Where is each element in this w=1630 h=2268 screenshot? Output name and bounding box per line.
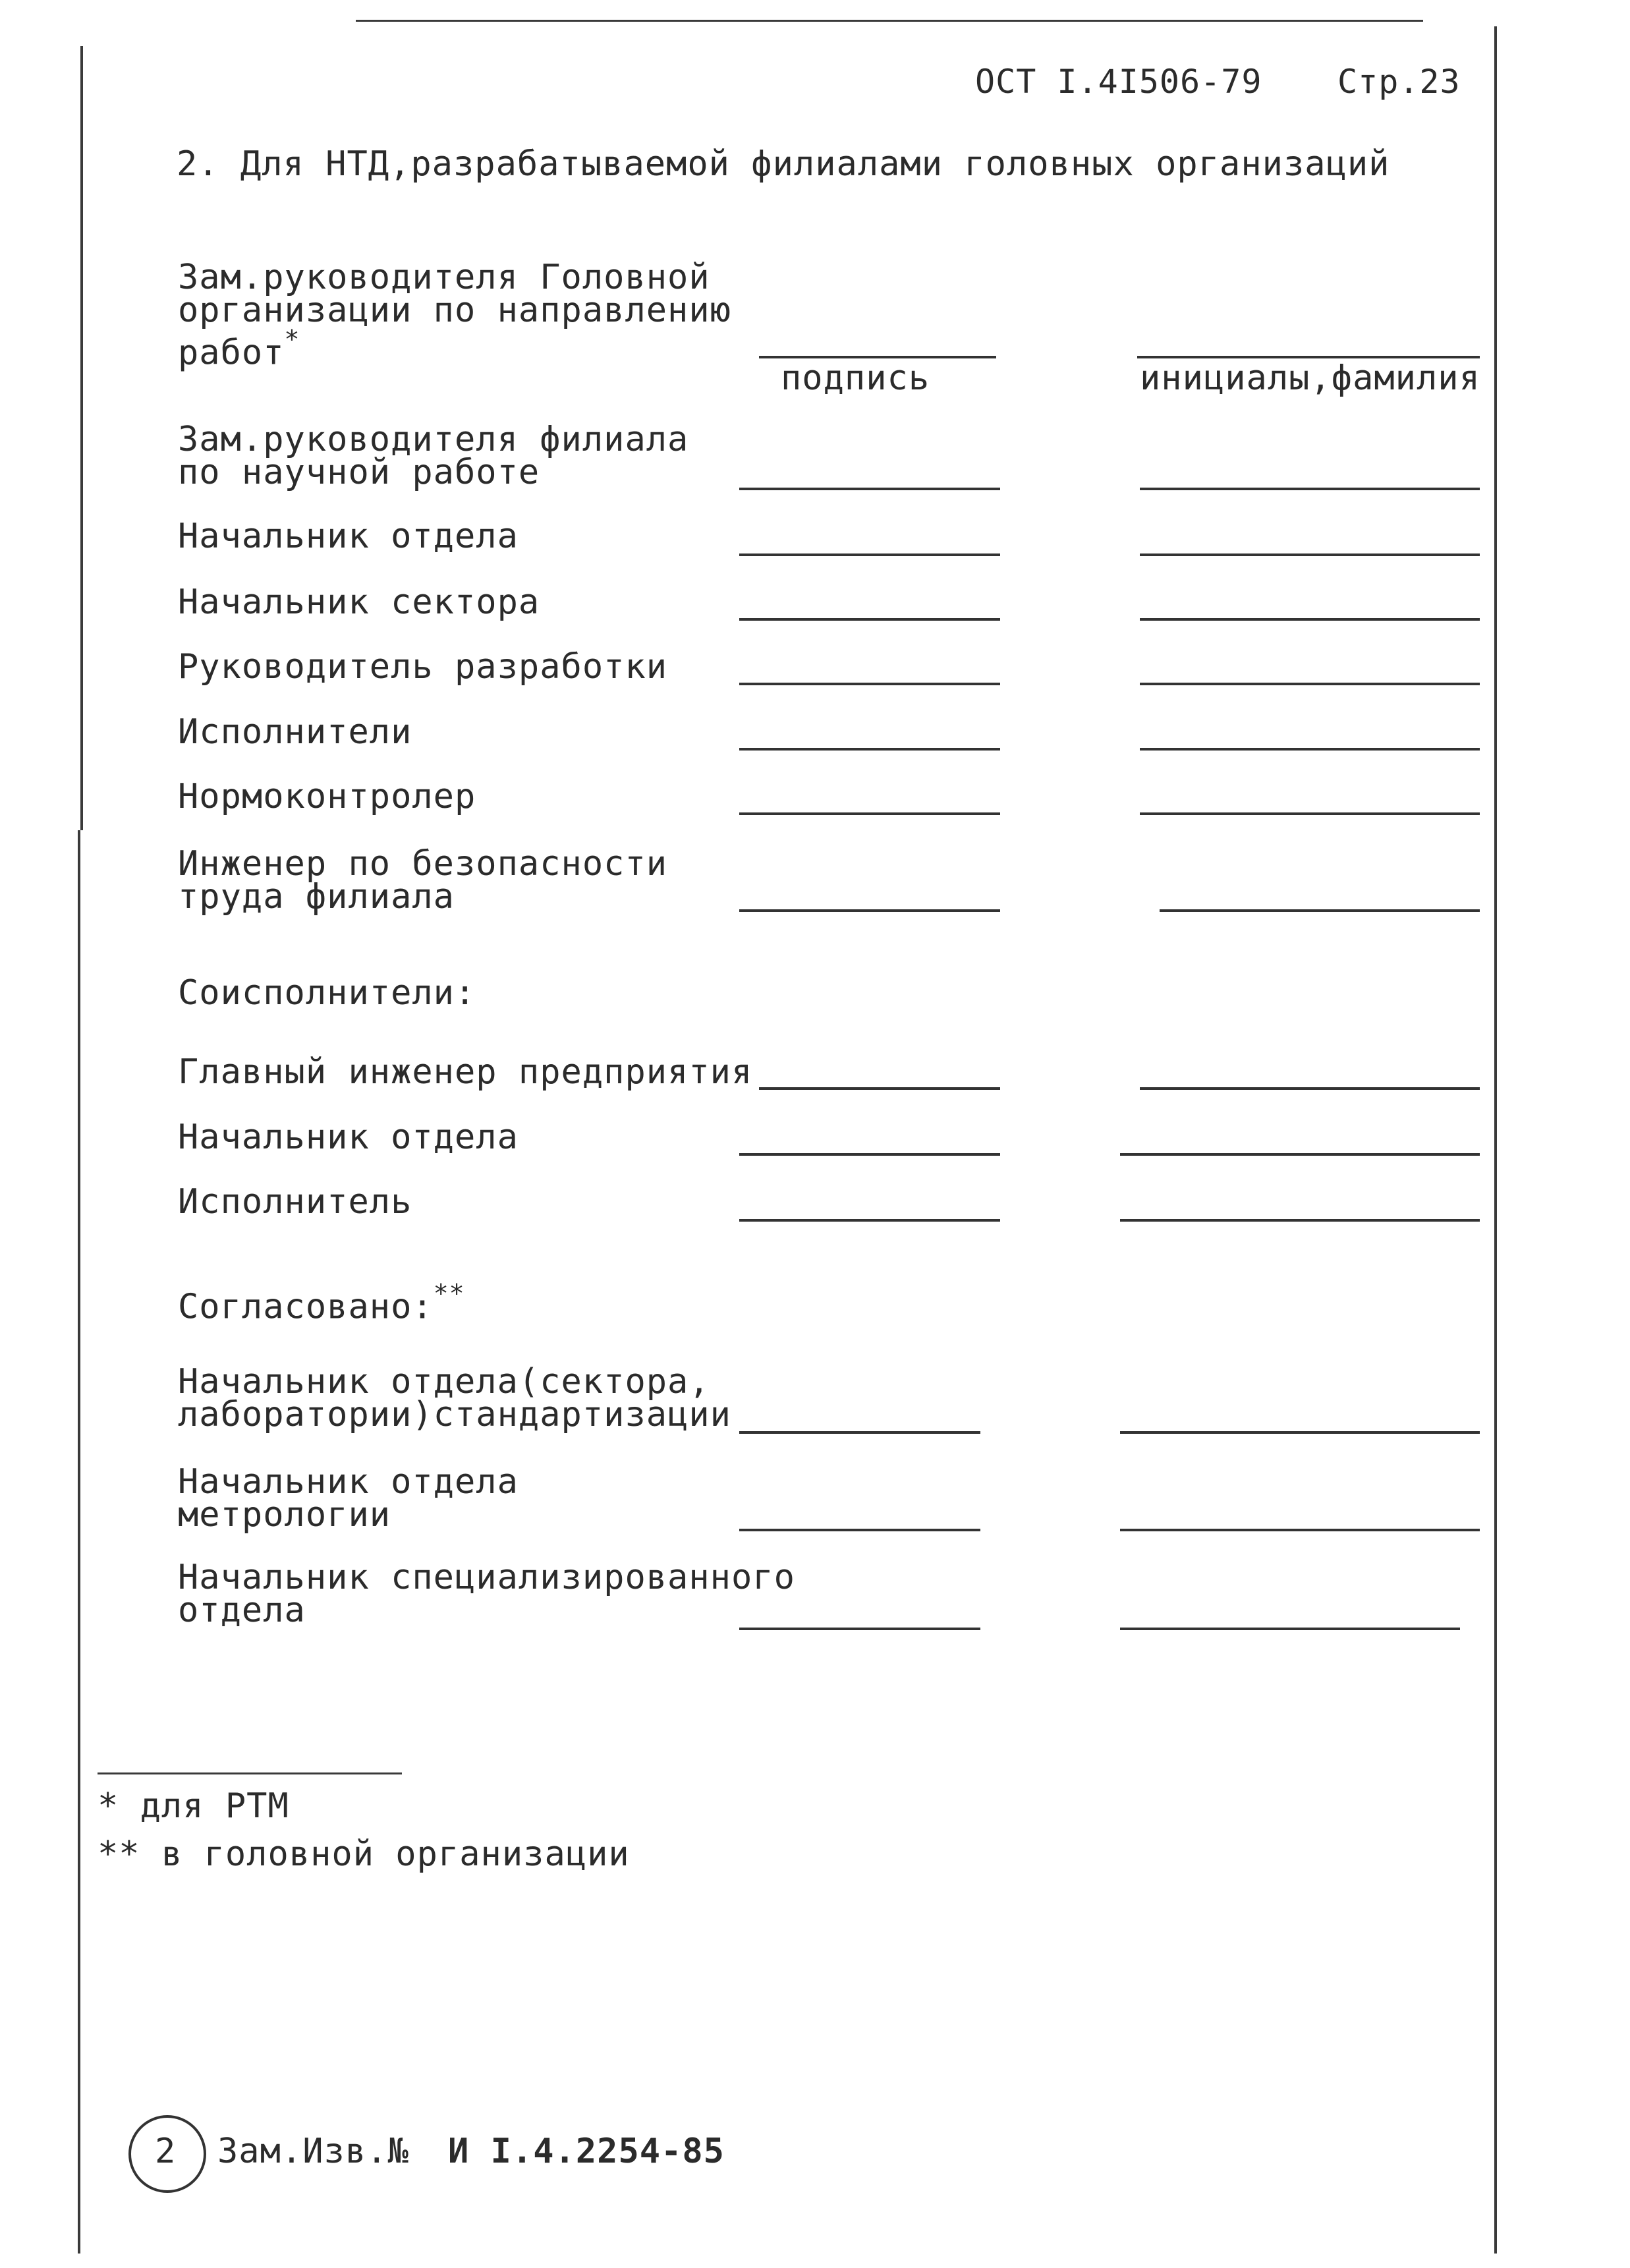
name-line bbox=[1140, 683, 1480, 685]
left-margin-line bbox=[80, 46, 83, 830]
page-number: Стр.23 bbox=[1337, 63, 1461, 101]
signature-line bbox=[759, 1087, 1000, 1090]
role-head-deputy-line2: организации по направлению bbox=[178, 291, 731, 330]
left-margin-line-lower bbox=[78, 830, 80, 2254]
name-line bbox=[1120, 1628, 1460, 1630]
role-label: Начальник отдела(сектора, bbox=[178, 1362, 710, 1402]
role-label: Начальник отдела bbox=[178, 517, 519, 556]
footnote-mark: * bbox=[284, 325, 300, 354]
name-line bbox=[1120, 1529, 1480, 1531]
signature-line bbox=[739, 812, 1000, 815]
footnote-separator bbox=[98, 1772, 402, 1774]
name-column-label: инициалы,фамилия bbox=[1140, 358, 1480, 398]
signature-line bbox=[739, 1529, 980, 1531]
signature-column-label: подпись bbox=[781, 358, 930, 398]
amendment-number: 2 bbox=[155, 2132, 177, 2171]
role-label-cont: отдела bbox=[178, 1591, 306, 1630]
role-head-deputy-line3: работ* bbox=[178, 325, 300, 373]
footnote: * для РТМ bbox=[98, 1786, 289, 1826]
role-label: Зам.руководителя филиала bbox=[178, 420, 689, 459]
right-margin-line bbox=[1494, 26, 1497, 2254]
role-label: Начальник специализированного bbox=[178, 1558, 795, 1597]
coexecutors-heading: Соисполнители: bbox=[178, 973, 476, 1013]
role-label: Начальник отдела bbox=[178, 1462, 519, 1502]
role-label: Инженер по безопасности bbox=[178, 844, 668, 884]
amendment-text: Зам.Изв.№ bbox=[217, 2132, 409, 2171]
name-line bbox=[1140, 748, 1480, 751]
name-line bbox=[1140, 618, 1480, 621]
role-label: Нормоконтролер bbox=[178, 777, 476, 816]
name-line bbox=[1160, 909, 1480, 912]
name-line bbox=[1120, 1431, 1480, 1434]
role-label-cont: по научной работе bbox=[178, 453, 540, 492]
name-line bbox=[1140, 812, 1480, 815]
signature-line bbox=[739, 683, 1000, 685]
signature-line bbox=[739, 1431, 980, 1434]
top-rule bbox=[356, 20, 1423, 22]
signature-line bbox=[739, 618, 1000, 621]
name-line bbox=[1120, 1219, 1480, 1222]
approved-heading: Согласовано:** bbox=[178, 1279, 465, 1327]
footnote-mark: ** bbox=[433, 1279, 465, 1308]
role-label: Главный инженер предприятия bbox=[178, 1052, 753, 1092]
role-label: Исполнители bbox=[178, 712, 412, 752]
name-line bbox=[1140, 1087, 1480, 1090]
name-line bbox=[1140, 488, 1480, 490]
section-title: 2. Для НТД,разрабатываемой филиалами головных организаций bbox=[177, 144, 1390, 184]
signature-line bbox=[739, 553, 1000, 556]
role-label: Исполнитель bbox=[178, 1182, 412, 1222]
signature-line bbox=[739, 909, 1000, 912]
role-label: Начальник сектора bbox=[178, 582, 540, 622]
amendment-reference: И I.4.2254-85 bbox=[448, 2132, 725, 2171]
signature-line bbox=[739, 488, 1000, 490]
signature-line bbox=[739, 1153, 1000, 1156]
name-line bbox=[1120, 1153, 1480, 1156]
signature-line bbox=[739, 748, 1000, 751]
role-label-cont: труда филиала bbox=[178, 877, 455, 917]
role-head-deputy-line1: Зам.руководителя Головной bbox=[178, 258, 710, 297]
name-line bbox=[1140, 553, 1480, 556]
signature-line bbox=[739, 1628, 980, 1630]
role-label-cont: лаборатории)стандартизации bbox=[178, 1395, 731, 1434]
signature-line bbox=[739, 1219, 1000, 1222]
document-number: ОСТ I.4I506-79 bbox=[975, 63, 1262, 101]
footnote: ** в головной организации bbox=[98, 1834, 630, 1874]
role-label: Руководитель разработки bbox=[178, 647, 668, 687]
role-label-cont: метрологии bbox=[178, 1495, 391, 1535]
role-label: Начальник отдела bbox=[178, 1118, 519, 1157]
